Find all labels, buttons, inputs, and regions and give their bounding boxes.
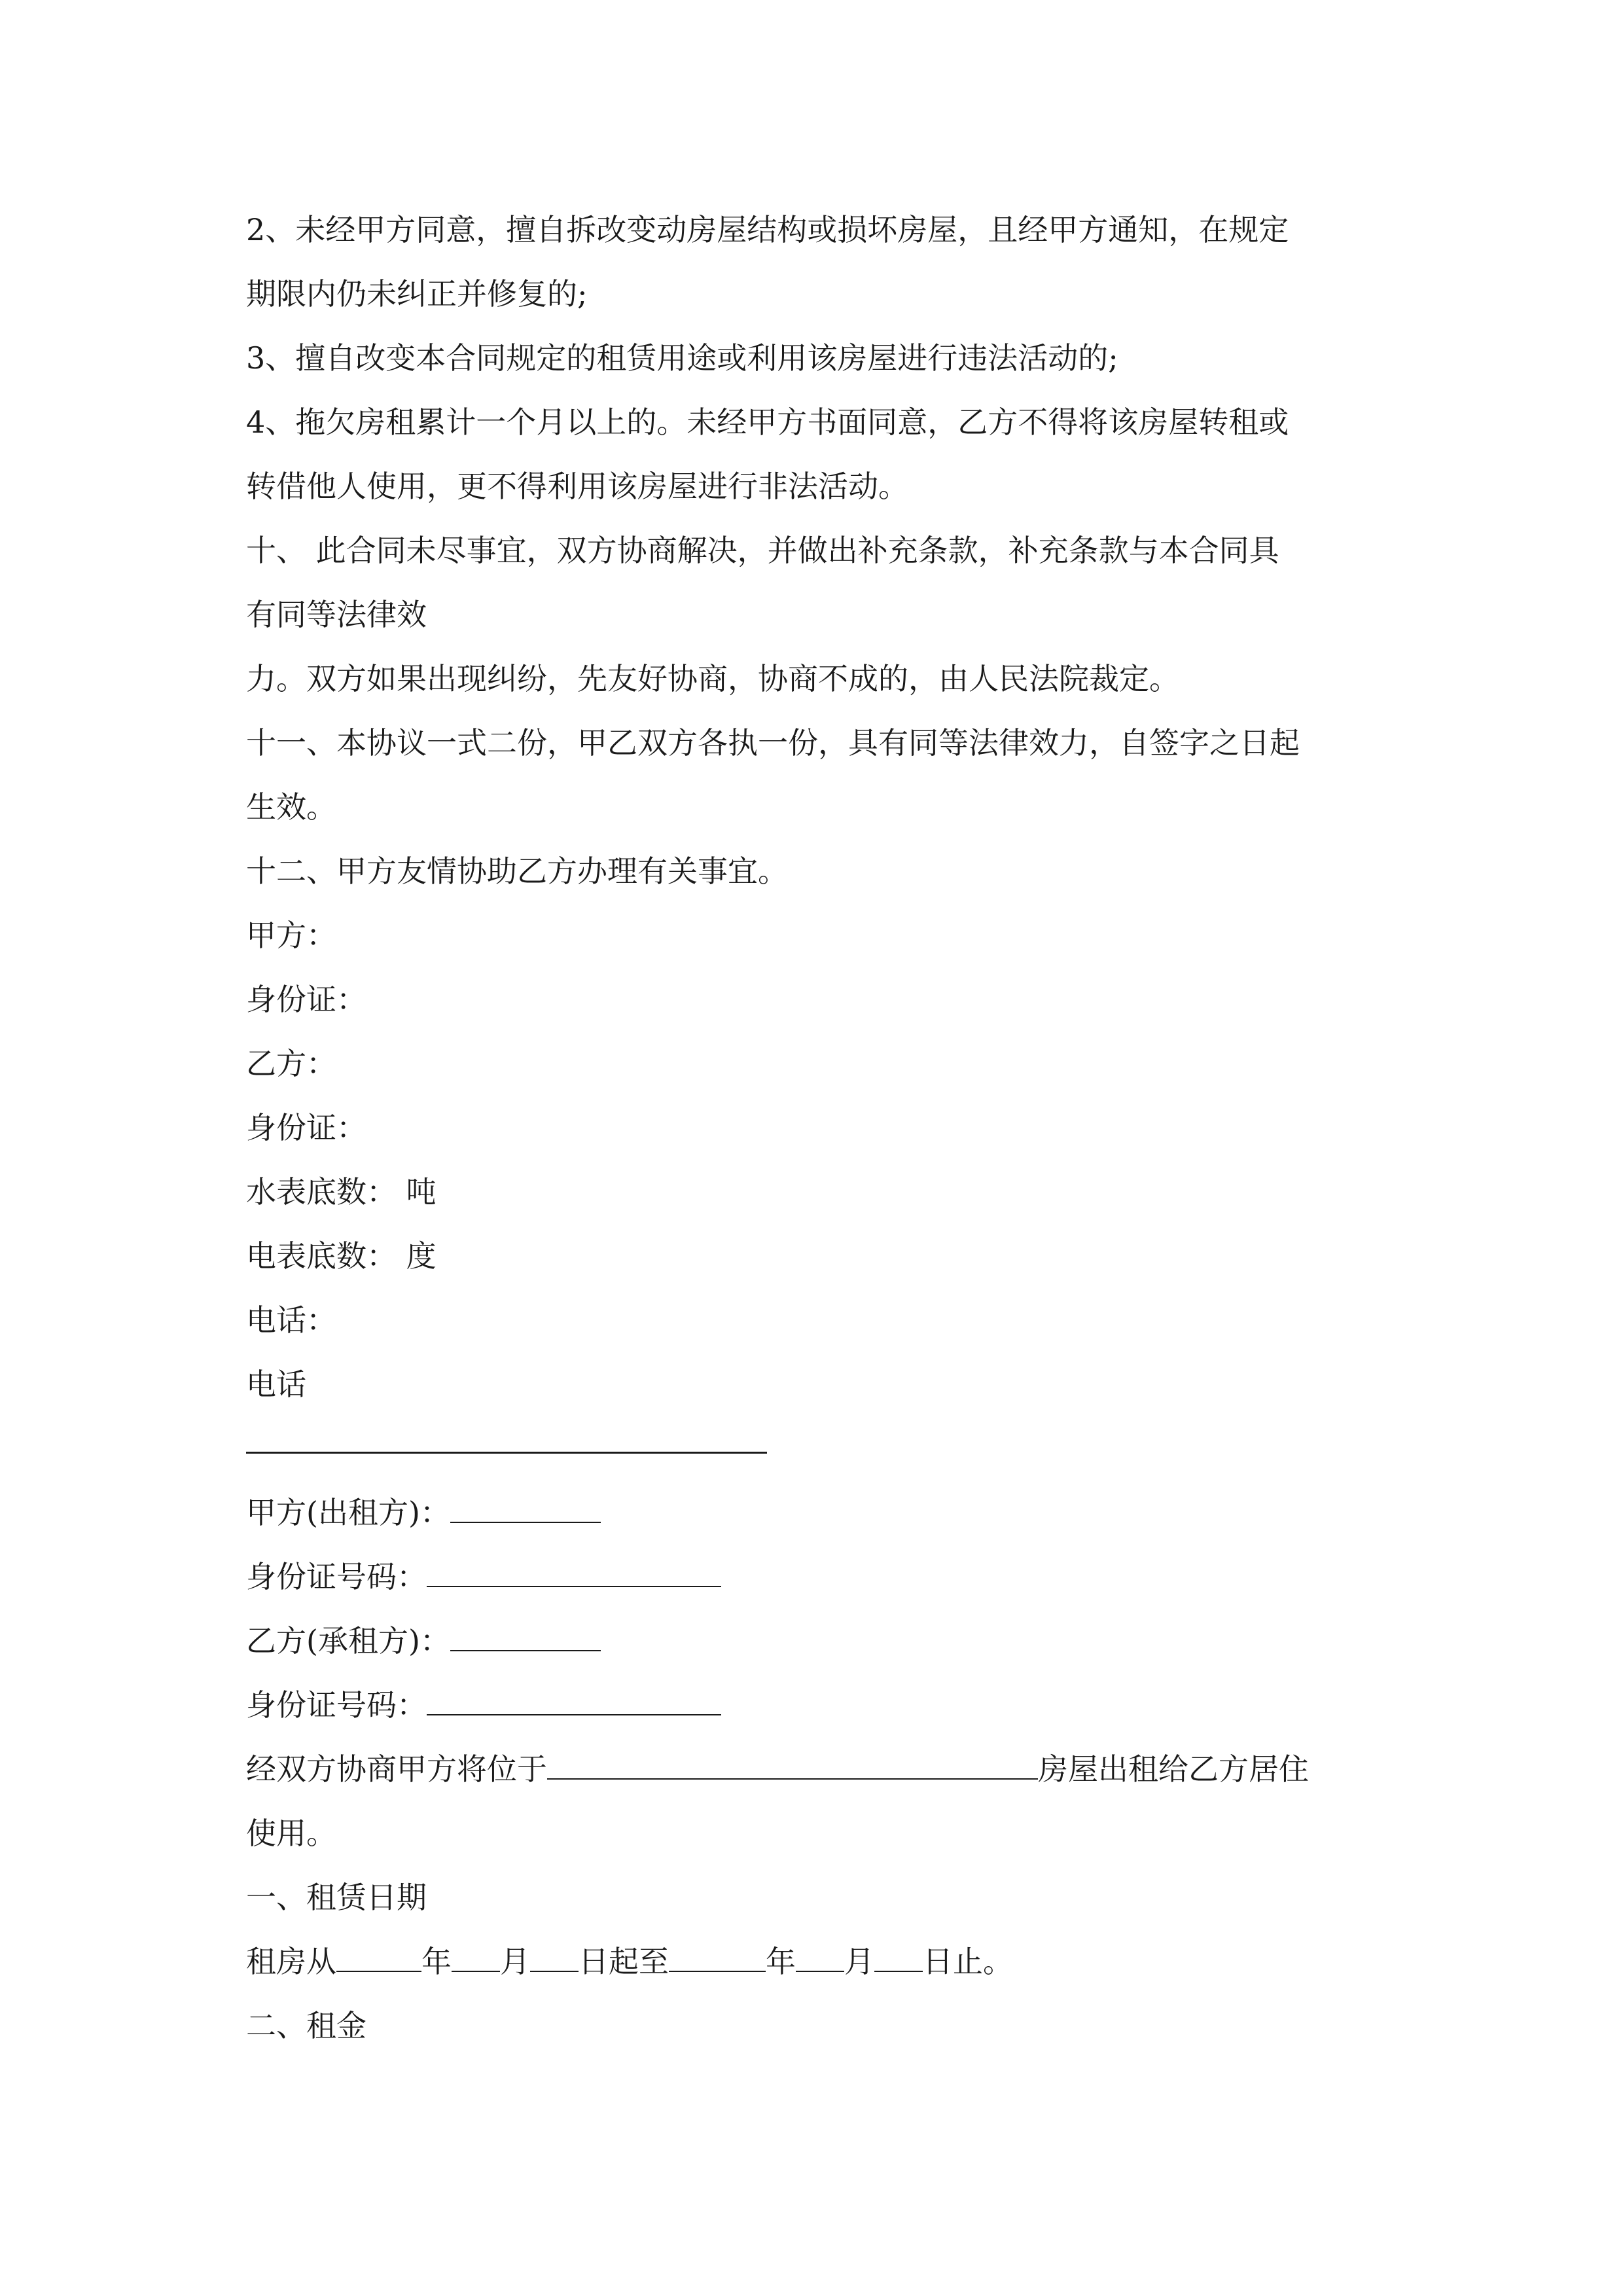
intro-continuation: 使用。: [246, 1816, 336, 1851]
end-month-blank[interactable]: [796, 1941, 844, 1972]
clause-2-line-1: 2、未经甲方同意，擅自拆改变动房屋结构或损坏房屋，且经甲方通知，在规定: [246, 212, 1289, 247]
month-label: 月: [844, 1944, 874, 1979]
section-divider: [246, 1416, 1385, 1480]
start-day-blank[interactable]: [530, 1941, 579, 1972]
lessee-label: 乙方(承租方)：: [246, 1623, 450, 1659]
party-b-id-label: 身份证：: [246, 1110, 366, 1145]
year-label: 年: [421, 1944, 452, 1979]
intro-prefix: 经双方协商甲方将位于: [246, 1751, 547, 1787]
end-year-blank[interactable]: [669, 1941, 766, 1972]
clause-4-line-2: 转借他人使用，更不得利用该房屋进行非法活动。: [246, 469, 908, 504]
clause-12: 十二、甲方友情协助乙方办理有关事宜。: [246, 853, 788, 889]
clause-10-line-2: 有同等法律效: [246, 597, 427, 632]
lessee-name-blank[interactable]: [450, 1620, 601, 1651]
intro-suffix: 房屋出租给乙方居住: [1038, 1751, 1309, 1787]
phone-label-a: 电话：: [246, 1302, 336, 1338]
party-a-id-label: 身份证：: [246, 982, 366, 1017]
party-a-label: 甲方：: [246, 918, 336, 953]
day-to-label: 日止。: [923, 1944, 1013, 1979]
section-1-title: 一、租赁日期: [246, 1880, 427, 1915]
year-label: 年: [766, 1944, 796, 1979]
clause-10-line-1: 十、 此合同未尽事宜，双方协商解决，并做出补充条款，补充条款与本合同具: [246, 533, 1279, 568]
term-from-label: 租房从: [246, 1944, 336, 1979]
clause-4-line-1: 4、拖欠房租累计一个月以上的。未经甲方书面同意，乙方不得将该房屋转租或: [246, 404, 1289, 440]
lease-term-row: [246, 1929, 1385, 1994]
start-month-blank[interactable]: [452, 1941, 500, 1972]
clause-11-line-1: 十一、本协议一式二份，甲乙双方各执一份，具有同等法律效力，自签字之日起: [246, 725, 1300, 761]
clause-11-line-2: 生效。: [246, 789, 336, 825]
lessor-id-row: [246, 1545, 1385, 1609]
lessee-id-blank[interactable]: [427, 1684, 721, 1715]
end-day-blank[interactable]: [874, 1941, 923, 1972]
water-meter-reading: 水表底数： 吨: [246, 1174, 437, 1210]
lessee-row: [246, 1609, 1385, 1673]
clause-3: 3、擅自改变本合同规定的租赁用途或利用该房屋进行违法活动的;: [246, 340, 1118, 376]
clause-2-line-2: 期限内仍未纠正并修复的;: [246, 276, 588, 312]
address-blank[interactable]: [547, 1748, 1038, 1780]
electric-meter-reading: 电表底数： 度: [246, 1238, 437, 1274]
lessor-id-label: 身份证号码：: [246, 1559, 427, 1594]
lessor-name-blank[interactable]: [450, 1492, 601, 1523]
intro-row: [246, 1737, 1385, 1801]
clause-10-line-3: 力。双方如果出现纠纷，先友好协商，协商不成的，由人民法院裁定。: [246, 661, 1179, 696]
lessor-id-blank[interactable]: [427, 1556, 721, 1587]
section-2-title: 二、租金: [246, 2008, 366, 2043]
start-year-blank[interactable]: [336, 1941, 421, 1972]
phone-label-b: 电话: [246, 1367, 306, 1402]
lessor-row: [246, 1480, 1385, 1545]
contract-text: [246, 198, 1385, 2058]
day-from-label: 日起至: [579, 1944, 669, 1979]
lessor-label: 甲方(出租方)：: [246, 1495, 450, 1530]
party-b-label: 乙方：: [246, 1046, 336, 1081]
lessee-id-row: [246, 1673, 1385, 1737]
lessee-id-label: 身份证号码：: [246, 1687, 427, 1723]
month-label: 月: [500, 1944, 530, 1979]
